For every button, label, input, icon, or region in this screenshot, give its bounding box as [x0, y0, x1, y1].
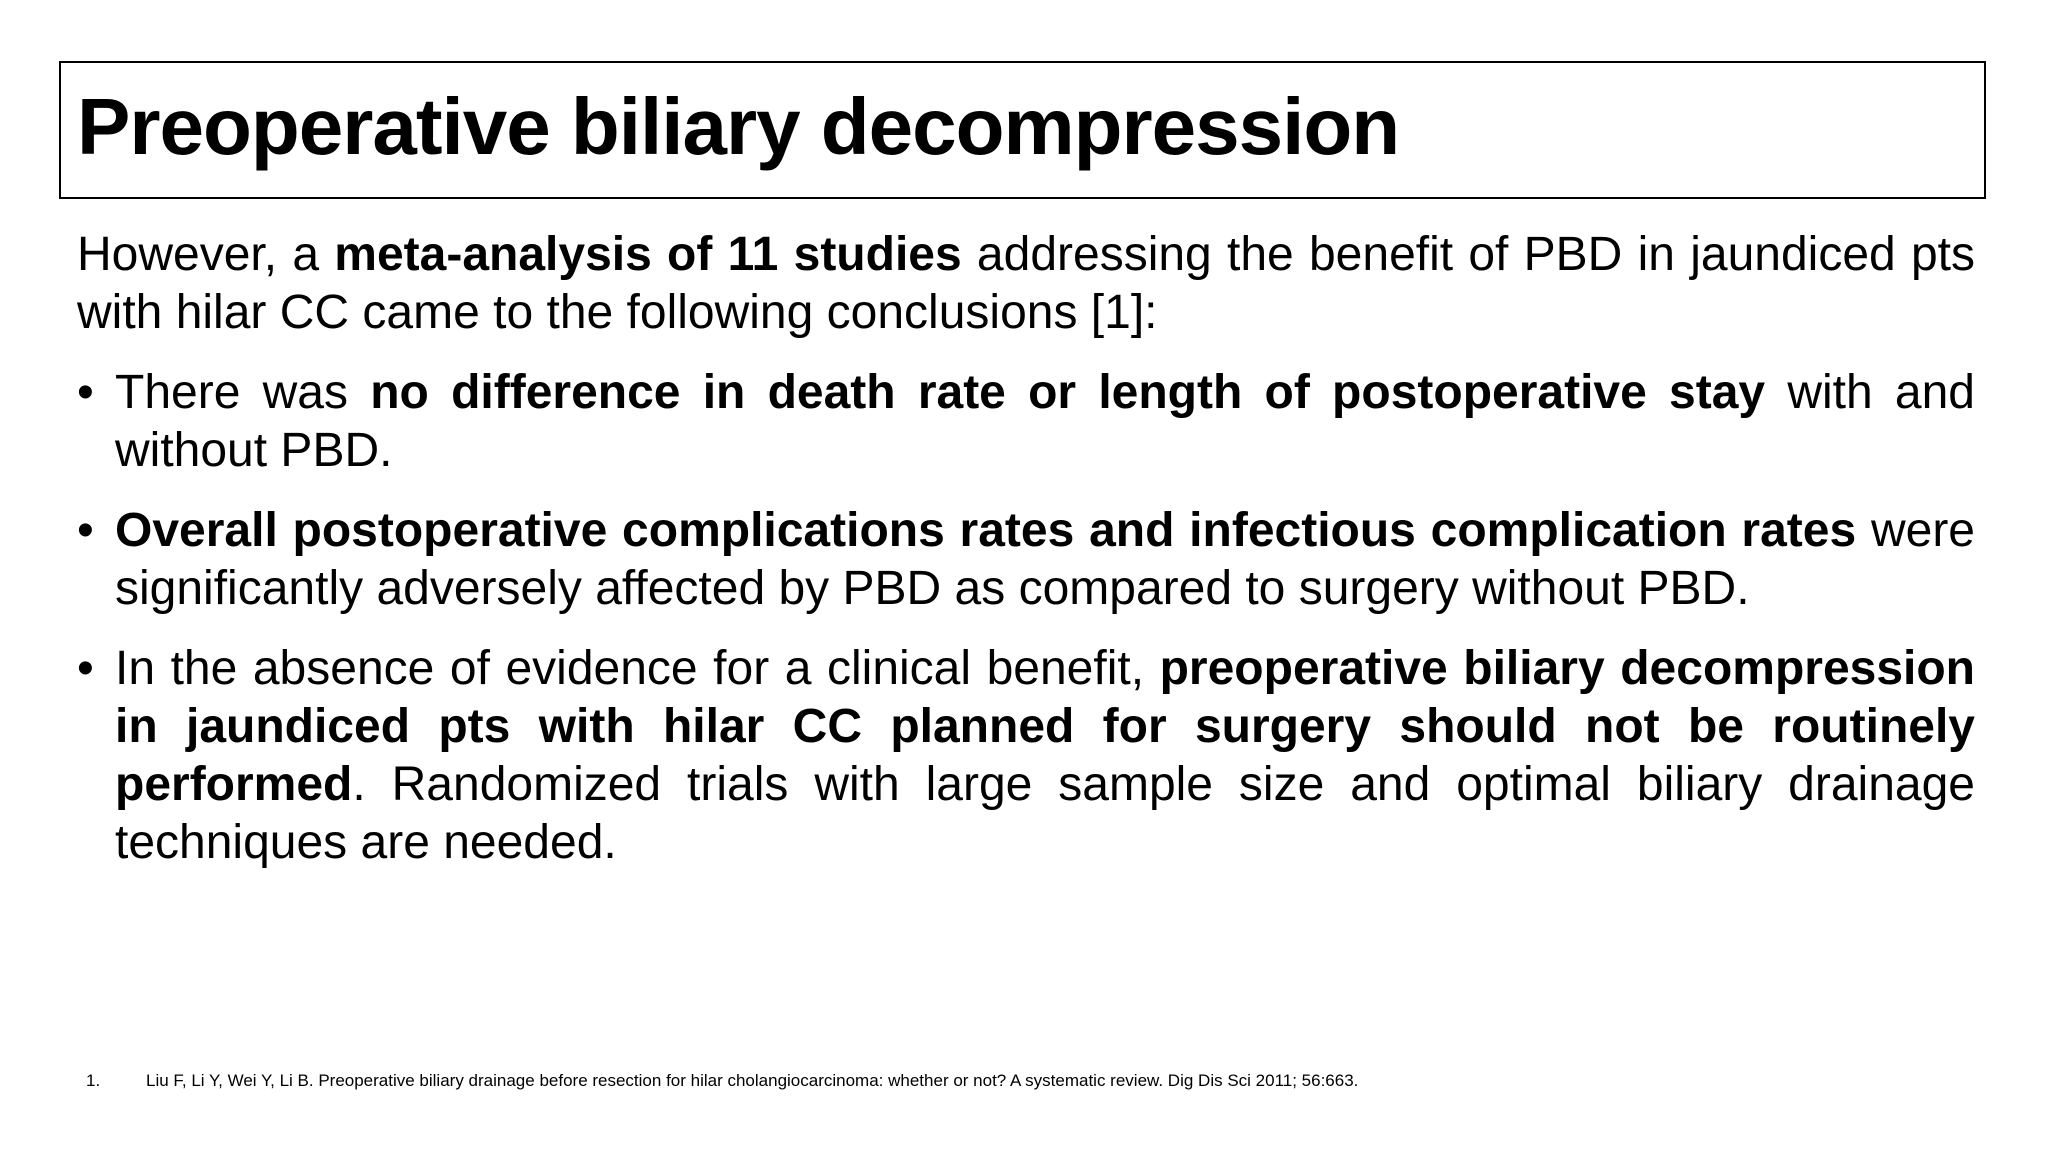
intro-text-bold: meta-analysis of 11 studies [334, 228, 962, 281]
conclusions-list [77, 364, 1975, 872]
slide-body [77, 226, 1975, 894]
list-item [77, 640, 1975, 872]
footnote-number: 1. [86, 1071, 101, 1090]
slide-title: Preoperative biliary decompression [77, 82, 1400, 171]
bullet-icon: • [77, 504, 94, 557]
bullet-text-post: were significantly adversely affected by PBD as compared to surgery without PBD. [115, 504, 1975, 615]
intro-text-pre: However, a [77, 228, 335, 281]
bullet-text-pre: In the absence of evidence for a clinical benefit, [115, 642, 1160, 695]
footnote [86, 1070, 1358, 1092]
bullet-icon: • [77, 642, 94, 695]
list-item [77, 502, 1975, 618]
intro-paragraph [77, 226, 1975, 342]
intro-text-post: addressing the benefit of PBD in jaundiced pts with hilar CC came to the following conclusions [1]: [77, 228, 1976, 339]
bullet-text-bold: preoperative biliary decompression in jaundiced pts with hilar CC planned for surgery should not be routinely performed [115, 642, 1976, 811]
list-item [77, 364, 1975, 480]
bullet-text-bold: Overall postoperative complications rates and infectious complication rates [115, 504, 1857, 557]
bullet-text-pre: There was [115, 366, 371, 419]
bullet-icon: • [77, 366, 94, 419]
bullet-text-post: with and without PBD. [115, 366, 1976, 477]
footnote-text: Liu F, Li Y, Wei Y, Li B. Preoperative biliary drainage before resection for hilar cholangiocarcinoma: whether or not? A systematic review. Dig Dis Sci 2011; 56:663. [146, 1071, 1359, 1090]
bullet-text-bold: no difference in death rate or length of postoperative stay [370, 366, 1766, 419]
bullet-text-post: . Randomized trials with large sample size and optimal biliary drainage techniques are needed. [115, 758, 1975, 869]
title-box [59, 61, 1986, 199]
